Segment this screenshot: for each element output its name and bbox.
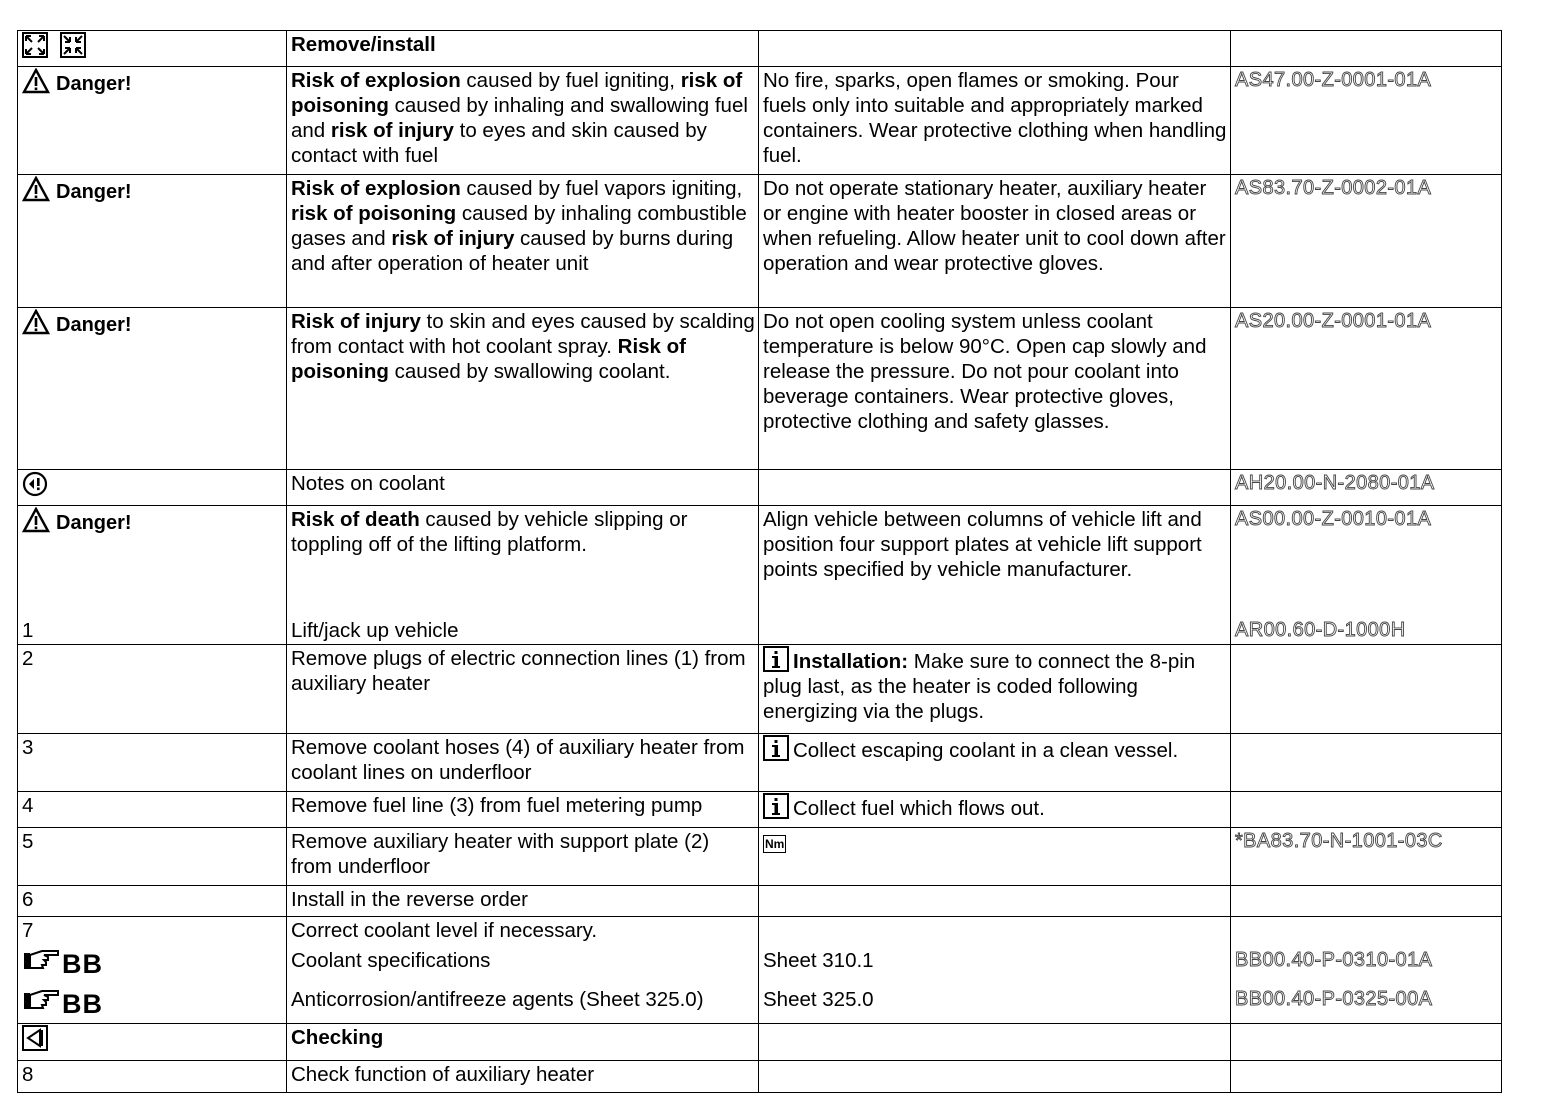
step-note: Collect escaping coolant in a clean vessel. (759, 734, 1231, 792)
info-icon (763, 646, 789, 672)
step-note: Collect fuel which flows out. (759, 792, 1231, 828)
step-row (18, 828, 1502, 886)
step-number: 7 (22, 919, 34, 942)
step-text: Lift/jack up vehicle (291, 619, 459, 642)
document-code: AS20.00-Z-0001-01A (1231, 308, 1502, 470)
torque-nm-icon: Nm (765, 837, 785, 851)
danger-label: Danger! (56, 314, 132, 336)
checking-icon (22, 1025, 48, 1051)
section-title: Remove/install (287, 31, 759, 67)
step-text: Check function of auxiliary heater (287, 1061, 759, 1093)
step-text: Correct coolant level if necessary. (291, 919, 598, 942)
bb-reference: BB (22, 943, 283, 985)
step-row (18, 734, 1502, 792)
safety-measures: No fire, sparks, open flames or smoking. Pour fuels only into suitable and appropriately marked containers. Wear protective clothing when handling fuel. (759, 67, 1231, 175)
step-number: 5 (18, 828, 287, 886)
document-code: BB00.40-P-0325-00A (1235, 988, 1433, 1010)
warning-triangle-icon (22, 309, 50, 335)
step-code: AR00.60-D-1000H (1235, 619, 1406, 641)
step-row (18, 645, 1502, 734)
document-code: AS00.00-Z-0010-01A (1235, 508, 1432, 530)
step-row (18, 792, 1502, 828)
checking-header-row (18, 1024, 1502, 1061)
safety-measures: Align vehicle between columns of vehicle lift and position four support plates at vehicle lift support points specified by vehicle manufacturer. (759, 506, 1231, 645)
install-icon (60, 32, 86, 58)
document-code: BB00.40-P-0310-01A (1235, 949, 1433, 971)
warning-triangle-icon (22, 176, 50, 202)
step-text: Remove fuel line (3) from fuel metering pump (287, 792, 759, 828)
warning-triangle-icon (22, 507, 50, 533)
document-code: AH20.00-N-2080-01A (1231, 470, 1502, 506)
notes-icon (22, 471, 48, 497)
reference-text: Coolant specifications (291, 949, 491, 972)
pointing-hand-icon (22, 947, 62, 973)
step-text: Remove auxiliary heater with support plate (2) from underfloor (287, 828, 759, 886)
step-text: Install in the reverse order (287, 886, 759, 917)
step-text: Remove plugs of electric connection lines (1) from auxiliary heater (287, 645, 759, 734)
risk-text: Risk of explosion caused by fuel vapors igniting, risk of poisoning caused by inhaling combustible gases and risk of injury caused by burns during and after operation of heater unit (287, 175, 759, 308)
sheet-reference: Sheet 310.1 (763, 949, 874, 972)
step-number: 8 (18, 1061, 287, 1093)
step-row (18, 1061, 1502, 1093)
danger-row (18, 308, 1502, 470)
sheet-reference: Sheet 325.0 (763, 988, 874, 1011)
risk-text: Risk of explosion caused by fuel igniting, risk of poisoning caused by inhaling and swallowing fuel and risk of injury to eyes and skin caused by contact with fuel (287, 67, 759, 175)
warning-triangle-icon (22, 68, 50, 94)
info-icon (763, 793, 789, 819)
reference-text: Anticorrosion/antifreeze agents (Sheet 325.0) (291, 988, 704, 1011)
notes-row (18, 470, 1502, 506)
danger-label: Danger! (56, 512, 132, 534)
step-number: 1 (22, 619, 34, 642)
info-icon (763, 735, 789, 761)
remove-icon (22, 32, 48, 58)
step-number: 4 (18, 792, 287, 828)
step-row (18, 917, 1502, 1024)
procedure-table (17, 30, 1502, 1093)
pointing-hand-icon (22, 987, 62, 1013)
risk-text: Risk of injury to skin and eyes caused by scalding from contact with hot coolant spray. Risk of poisoning caused by swallowing coolant. (287, 308, 759, 470)
risk-text: Risk of death caused by vehicle slipping or toppling off of the lifting platform. (291, 508, 688, 556)
document-code: AS83.70-Z-0002-01A (1231, 175, 1502, 308)
document-code: AS47.00-Z-0001-01A (1231, 67, 1502, 175)
bb-reference: BB (22, 985, 283, 1017)
notes-text: Notes on coolant (287, 470, 759, 506)
safety-measures: Do not open cooling system unless coolant temperature is below 90°C. Open cap slowly and release the pressure. Do not pour coolant into beverage containers. Wear protective gloves, protective clothing and safety glasses. (759, 308, 1231, 470)
step-number: 6 (18, 886, 287, 917)
danger-row (18, 67, 1502, 175)
header-row (18, 31, 1502, 67)
section-title: Checking (287, 1024, 759, 1061)
step-number: 3 (18, 734, 287, 792)
document-code: *BA83.70-N-1001-03C (1231, 828, 1502, 886)
step-text: Remove coolant hoses (4) of auxiliary heater from coolant lines on underfloor (287, 734, 759, 792)
step-number: 2 (18, 645, 287, 734)
danger-row (18, 175, 1502, 308)
danger-row (18, 506, 1502, 645)
step-row (18, 886, 1502, 917)
step-note: Installation: Make sure to connect the 8-pin plug last, as the heater is coded following energizing via the plugs. (759, 645, 1231, 734)
remove-install-icons (18, 31, 287, 67)
safety-measures: Do not operate stationary heater, auxiliary heater or engine with heater booster in closed areas or when refueling. Allow heater unit to cool down after operation and wear protective gloves. (759, 175, 1231, 308)
danger-label: Danger! (56, 73, 132, 95)
danger-label: Danger! (56, 181, 132, 203)
